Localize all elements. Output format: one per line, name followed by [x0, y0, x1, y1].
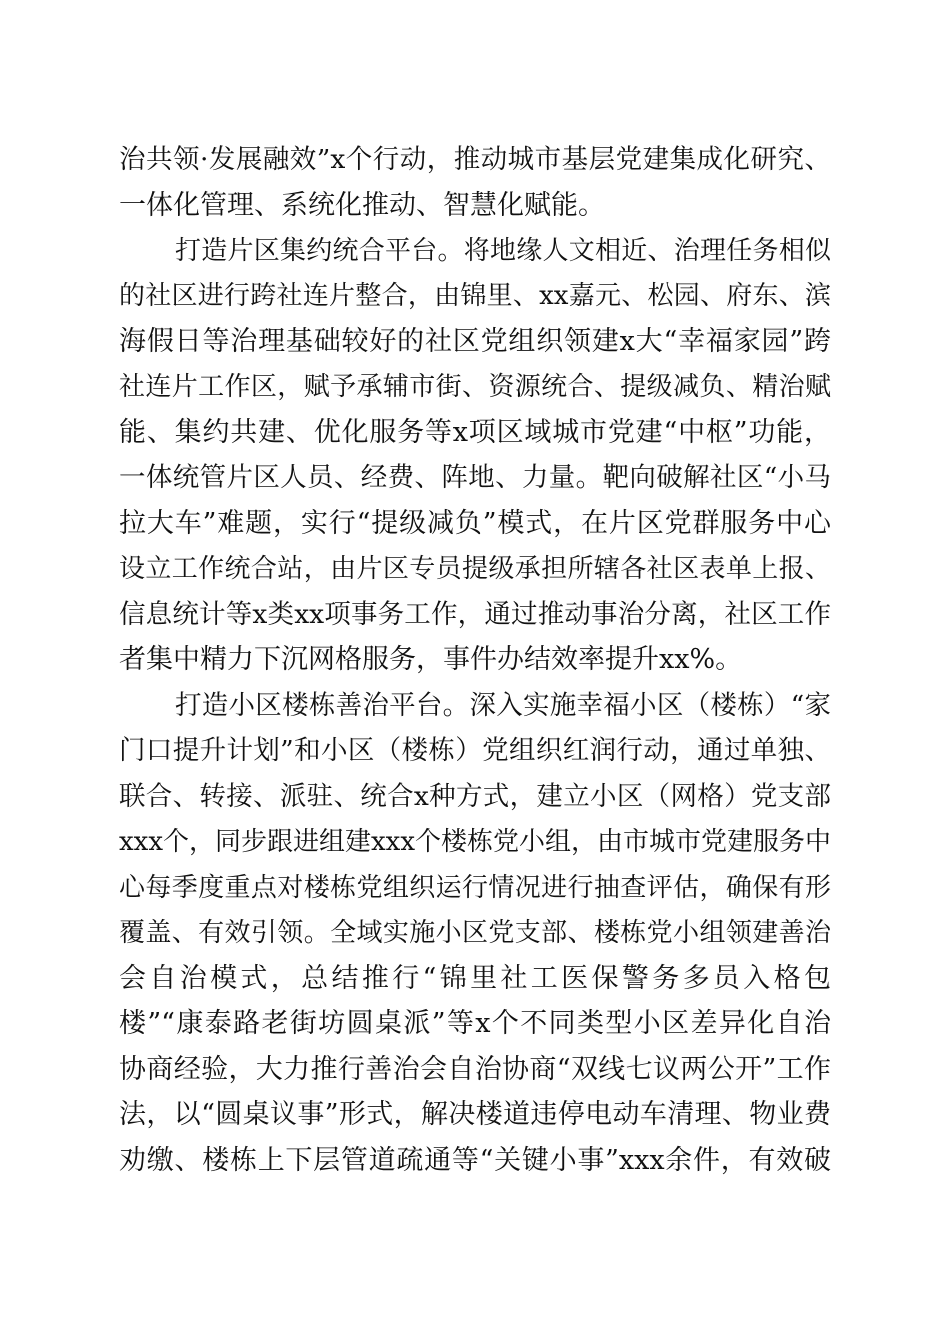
body-text-line: 劝缴、楼栋上下层管道疏通等“关键小事”xxx余件，有效破 [119, 1145, 831, 1176]
body-text-line: 法，以“圆桌议事”形式，解决楼道违停电动车清理、物业费 [119, 1099, 831, 1130]
body-text-line: xxx个，同步跟进组建xxx个楼栋党小组，由市城市党建服务中 [119, 827, 831, 857]
body-text-line: 楼”“康泰路老街坊圆桌派”等x个不同类型小区差异化自治 [119, 1008, 831, 1039]
body-text-line: 一体统管片区人员、经费、阵地、力量。靶向破解社区“小马 [119, 462, 831, 493]
body-text-line: 门口提升计划”和小区（楼栋）党组织红润行动，通过单独、 [119, 735, 831, 766]
body-text-line: 覆盖、有效引领。全域实施小区党支部、楼栋党小组领建善治 [119, 918, 831, 948]
body-text-line: 信息统计等x类xx项事务工作，通过推动事治分离，社区工作 [119, 599, 831, 630]
body-text-line: 联合、转接、派驻、统合x种方式，建立小区（网格）党支部 [119, 781, 831, 812]
body-text-line: 的社区进行跨社连片整合，由锦里、xx嘉元、松园、府东、滨 [119, 281, 831, 311]
section-heading-line: 打造片区集约统合平台。将地缘人文相近、治理任务相似 [175, 236, 831, 266]
body-text-line: 会自治模式，总结推行“锦里社工医保警务多员入格包 [119, 963, 831, 994]
body-text-line: 设立工作统合站，由片区专员提级承担所辖各社区表单上报、 [119, 554, 831, 584]
section-heading-line: 打造小区楼栋善治平台。深入实施幸福小区（楼栋）“家 [175, 690, 831, 721]
body-text-line: 拉大车”难题，实行“提级减负”模式，在片区党群服务中心 [119, 508, 831, 539]
body-text-line: 协商经验，大力推行善治会自治协商“双线七议两公开”工作 [119, 1054, 831, 1085]
body-text-line: 海假日等治理基础较好的社区党组织领建x大“幸福家园”跨 [119, 326, 831, 357]
body-text-line: 者集中精力下沉网格服务，事件办结效率提升xx%。 [119, 644, 743, 675]
body-text-line: 心每季度重点对楼栋党组织运行情况进行抽查评估，确保有形 [119, 873, 831, 903]
body-text-line: 治共领·发展融效”x个行动，推动城市基层党建集成化研究、 [119, 144, 831, 175]
body-text-line: 一体化管理、系统化推动、智慧化赋能。 [119, 190, 605, 221]
body-text-line: 社连片工作区，赋予承辅市街、资源统合、提级减负、精治赋 [119, 372, 831, 402]
body-text-line: 能、集约共建、优化服务等x项区域城市党建“中枢”功能， [119, 417, 831, 448]
